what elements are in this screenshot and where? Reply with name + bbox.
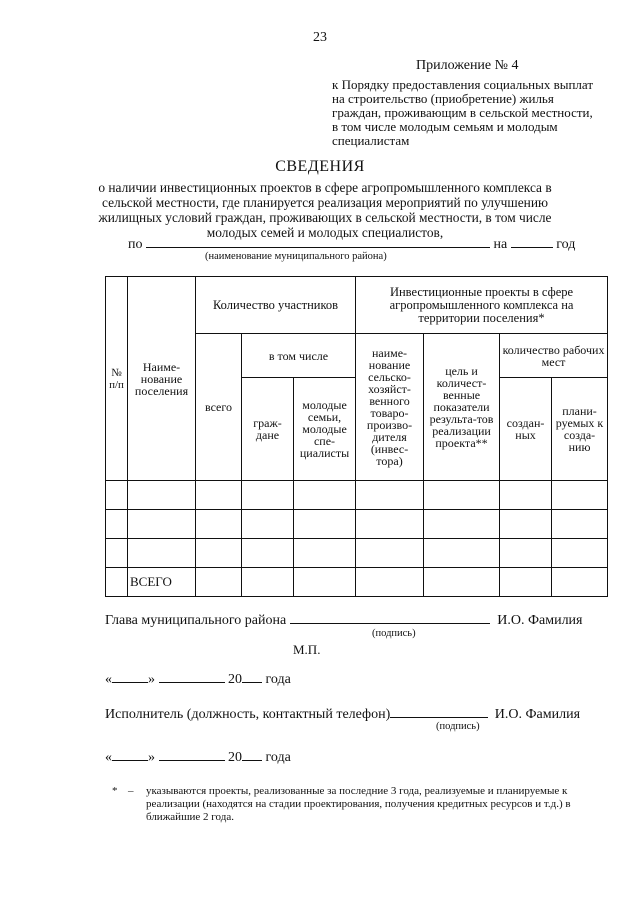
table-cell[interactable] <box>196 510 242 539</box>
footnote-text: указываются проекты, реализованные за последние 3 года, реализуемые и планируемые к реализации (находятся на стадии проектирования, получения кредитных ресурсов и т.д.) в ближайшие 2 года. <box>146 785 571 823</box>
table-cell[interactable] <box>242 510 294 539</box>
date-line-1 <box>105 669 291 688</box>
table-cell[interactable] <box>106 481 128 510</box>
appendix-title: Приложение № 4 <box>416 58 519 73</box>
footnote-marker: * <box>112 785 118 797</box>
year-label: года <box>265 750 291 765</box>
head-signature-hint: (подпись) <box>372 628 416 639</box>
table-cell[interactable] <box>356 539 424 568</box>
year-suffix-field[interactable] <box>242 669 262 683</box>
date-open-quote: « <box>105 672 112 687</box>
table-cell[interactable] <box>424 481 500 510</box>
table-row <box>106 539 608 568</box>
table-row <box>106 510 608 539</box>
executor-signature-field[interactable] <box>390 704 488 718</box>
executor-signature-line <box>105 704 580 723</box>
table-cell[interactable] <box>196 568 242 597</box>
table-cell[interactable] <box>106 568 128 597</box>
table-cell[interactable] <box>128 481 196 510</box>
table-cell[interactable] <box>500 568 552 597</box>
footnote-dash: – <box>128 785 134 797</box>
table-cell[interactable] <box>106 539 128 568</box>
year-label: года <box>265 672 291 687</box>
year-prefix: 20 <box>228 672 242 687</box>
table-cell[interactable] <box>294 510 356 539</box>
year-suffix-field[interactable] <box>242 747 262 761</box>
month-field[interactable] <box>159 747 225 761</box>
table-cell[interactable] <box>242 539 294 568</box>
header-projects: Инвестиционные проекты в сфере агропромышленного комплекса на территории поселения* <box>356 277 608 334</box>
table-cell[interactable] <box>106 510 128 539</box>
period-suffix: год <box>556 237 576 252</box>
table-cell[interactable] <box>356 510 424 539</box>
table-cell[interactable] <box>242 568 294 597</box>
table-cell[interactable] <box>356 568 424 597</box>
day-field[interactable] <box>112 747 148 761</box>
year-prefix: 20 <box>228 750 242 765</box>
header-jobs: количество рабочих мест <box>500 334 608 378</box>
table-cell[interactable] <box>500 481 552 510</box>
table-cell[interactable] <box>552 510 608 539</box>
projects-table <box>105 276 608 597</box>
header-participants: Количество участников <box>196 277 356 334</box>
header-citizens: граж-дане <box>242 378 294 481</box>
day-field[interactable] <box>112 669 148 683</box>
table-cell[interactable] <box>128 510 196 539</box>
period-prefix: по <box>128 237 143 252</box>
table-cell[interactable] <box>424 510 500 539</box>
table-cell[interactable] <box>196 481 242 510</box>
executor-name: И.О. Фамилия <box>494 707 581 722</box>
executor-label: Исполнитель (должность, контактный телефон) <box>105 707 391 722</box>
date-close-quote: » <box>148 672 155 687</box>
period-mid: на <box>493 237 508 252</box>
header-planned: плани-руемых к созда-нию <box>552 378 608 481</box>
table-cell[interactable] <box>424 539 500 568</box>
date-open-quote: « <box>105 750 112 765</box>
table-cell[interactable] <box>294 568 356 597</box>
header-created: создан-ных <box>500 378 552 481</box>
table-cell[interactable] <box>242 481 294 510</box>
head-signature-field[interactable] <box>290 610 490 624</box>
table-cell[interactable] <box>552 481 608 510</box>
date-line-2 <box>105 747 291 766</box>
header-goal: цель и количест-венные показатели результа-тов реализации проекта** <box>424 334 500 481</box>
header-settlement: Наиме-нование поселения <box>128 277 196 481</box>
table-cell[interactable] <box>500 539 552 568</box>
table-cell[interactable] <box>294 481 356 510</box>
table-cell[interactable] <box>128 539 196 568</box>
table-cell[interactable] <box>196 539 242 568</box>
table-cell[interactable] <box>424 568 500 597</box>
region-hint: (наименование муниципального района) <box>205 251 387 262</box>
executor-signature-hint: (подпись) <box>436 721 480 732</box>
table-cell[interactable] <box>294 539 356 568</box>
header-num: № п/п <box>106 277 128 481</box>
header-young: молодые семьи, молодые спе-циалисты <box>294 378 356 481</box>
table-cell[interactable] <box>552 568 608 597</box>
head-label: Глава муниципального района <box>105 613 287 628</box>
date-close-quote: » <box>148 750 155 765</box>
document-title: СВЕДЕНИЯ <box>275 158 365 175</box>
header-total: всего <box>196 334 242 481</box>
head-name: И.О. Фамилия <box>497 613 583 628</box>
table-row <box>106 481 608 510</box>
table-cell[interactable] <box>500 510 552 539</box>
total-row <box>106 568 608 597</box>
head-signature-line <box>105 610 582 629</box>
month-field[interactable] <box>159 669 225 683</box>
header-producer: наиме-нование сельско-хозяйст-венного товаро-произво-дителя (инвес-тора) <box>356 334 424 481</box>
year-field[interactable] <box>511 234 553 248</box>
header-including: в том числе <box>242 334 356 378</box>
page-number: 23 <box>313 30 327 45</box>
table-cell[interactable] <box>552 539 608 568</box>
region-field[interactable] <box>146 234 490 248</box>
table-cell[interactable] <box>356 481 424 510</box>
appendix-subtitle: к Порядку предоставления социальных выплат на строительство (приобретение) жилья граждан, проживающим в сельской местности, в том числе молодым семьям и молодым специалистам <box>332 77 594 148</box>
document-subtitle: о наличии инвестиционных проектов в сфере агропромышленного комплекса в сельской местности, где планируется реализация мероприятий по улучшению жилищных условий граждан, проживающих в сельской местности, в том числе молодых семей и молодых специалистов, <box>98 180 552 240</box>
seal-label: М.П. <box>293 642 321 657</box>
total-label: ВСЕГО <box>128 568 196 597</box>
